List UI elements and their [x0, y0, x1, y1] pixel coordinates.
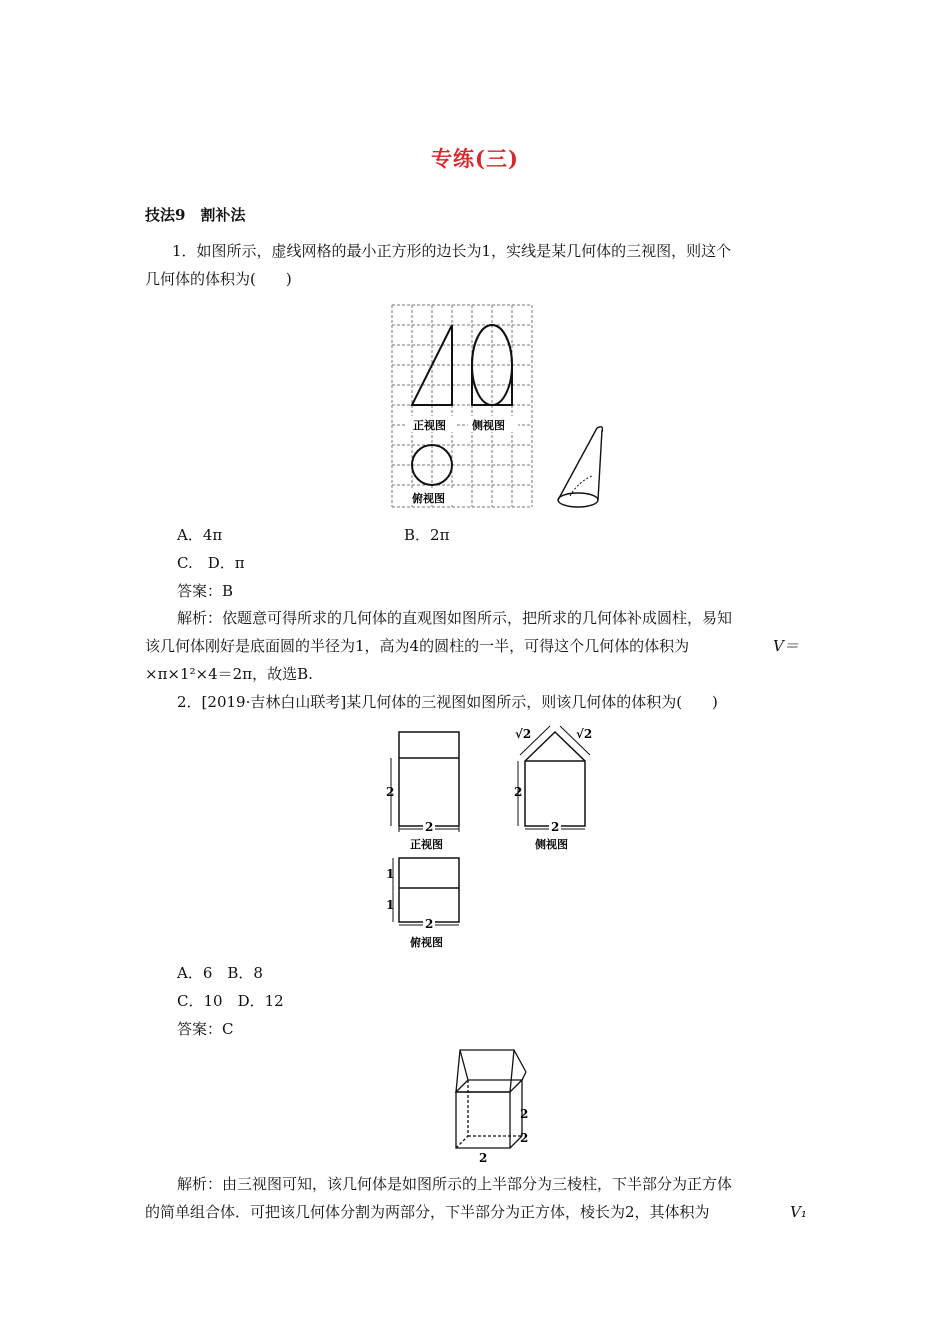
q1-stem-line2: 几何体的体积为( )	[145, 270, 292, 288]
q2-side-slant-dim-right: √2	[576, 727, 593, 741]
q2-solid-dim-upper: 2	[520, 1107, 529, 1121]
q2-analysis-v1: V₁	[790, 1203, 807, 1221]
q2-top-view-label: 俯视图	[410, 936, 443, 949]
q2-top-lower-dim: 1	[386, 898, 395, 912]
q1-side-view-label: 侧视图	[472, 419, 505, 432]
q2-top-width-dim: 2	[425, 917, 434, 931]
q2-side-height-dim: 2	[514, 785, 523, 799]
q1-analysis-line3: ×π×1²×4＝2π，故选B.	[145, 665, 313, 683]
q2-front-height-dim: 2	[386, 785, 395, 799]
q2-side-view-label: 侧视图	[535, 838, 568, 851]
q1-top-view-label: 俯视图	[412, 492, 445, 505]
q2-solid-dim-side: 2	[520, 1131, 529, 1145]
q1-stem-line1: 1．如图所示，虚线网格的最小正方形的边长为1，实线是某几何体的三视图，则这个	[172, 242, 732, 260]
q2-front-view	[386, 732, 459, 851]
q2-three-view-figure	[380, 722, 600, 962]
q2-solid-dim-bottom: 2	[479, 1151, 488, 1165]
q2-top-upper-dim: 1	[386, 867, 395, 881]
q1-option-b: B．2π	[404, 526, 450, 544]
q2-side-width-dim: 2	[551, 820, 560, 834]
q2-answer: 答案：C	[177, 1020, 234, 1038]
q2-options-ab: A．6 B．8	[177, 964, 263, 982]
q2-side-slant-dim-left: √2	[515, 727, 532, 741]
q2-front-width-dim: 2	[425, 820, 434, 834]
q1-solid-figure	[552, 424, 612, 510]
page-title: 专练(三)	[431, 146, 519, 171]
q2-analysis-line1: 解析：由三视图可知，该几何体是如图所示的上半部分为三棱柱，下半部分为正方体	[177, 1175, 733, 1193]
q2-top-view	[386, 858, 459, 949]
q1-analysis-line1: 解析：依题意可得所求的几何体的直观图如图所示，把所求的几何体补成圆柱，易知	[177, 609, 733, 627]
q2-options-cd: C．10 D．12	[177, 992, 284, 1010]
q1-front-view-label: 正视图	[413, 419, 446, 432]
q1-three-view-figure	[388, 303, 536, 513]
q1-option-cd: C. D．π	[177, 554, 245, 572]
q2-front-view-label: 正视图	[410, 838, 443, 851]
q1-answer: 答案：B	[177, 582, 234, 600]
q1-analysis-line2: 该几何体刚好是底面圆的半径为1，高为4的圆柱的一半，可得这个几何体的体积为	[145, 637, 690, 655]
q2-solid-figure	[446, 1046, 536, 1166]
q2-stem: 2．[2019·吉林白山联考]某几何体的三视图如图所示，则该几何体的体积为( )	[177, 693, 718, 711]
q1-analysis-v: V＝	[773, 637, 799, 655]
q1-option-a: A．4π	[177, 526, 223, 544]
q2-side-view	[514, 726, 592, 851]
section-heading: 技法9 割补法	[145, 206, 246, 224]
q2-analysis-line2: 的简单组合体．可把该几何体分割为两部分，下半部分为正方体，棱长为2，其体积为	[145, 1203, 710, 1221]
